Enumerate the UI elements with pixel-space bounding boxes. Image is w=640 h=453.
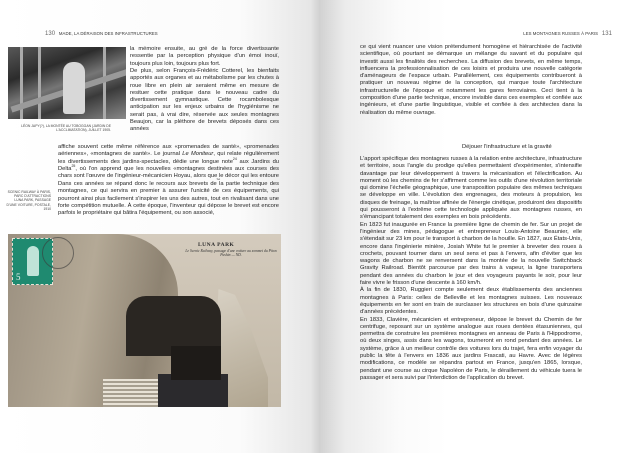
stamp-value: 5 (16, 272, 21, 282)
left-running-title: MADE, LA DÉRAISON DES INFRASTRUCTURES (58, 31, 158, 36)
photo-caption: LÉON JAPY(?), LA MONTÉE AU TOBOGGAN (JARDIN DE L'ACCLIMATATION), JUILLET 1905. (21, 124, 111, 133)
right-body (360, 156, 582, 382)
left-text-paragraph-3 (58, 181, 279, 217)
right-paragraph-4: En 1833, Clavière, mécanicien et entrepreneur, dépose le brevet du Chemin de fer centrifuge, reposant sur un système analogue aux roues dentées étasuniennes, qui permettra de construire les premières montagnes en anneau de Paris à l'Hippodrome, où deux singes, assis dans les wagons, tourneront en rond pendant des années. Le système, grâce à un meilleur contrôle des voitures lors du trajet, fera enfin voyager du public la tête à l'envers en 1836 aux jardins Frascati, au Havre. Avec de légères modifications, ce modèle se répandra partout en France, jusqu'en 1865, lorsque, pendant une course au cirque Napoléon de Paris, le déraillement du véhicule tuera le passager et sera suivi par l'interdiction de l'application du brevet. (360, 316, 582, 381)
section-title: Déjouer l'infrastructure et la gravité (462, 144, 552, 150)
left-paragraph-1: la mémoire ensuite, au gré de la force divertissante ressentie par la perception physique d'un émoi inouï, toujours plus loin, toujours plus fort. (130, 46, 279, 67)
right-paragraph-1: L'apport spécifique des montagnes russes à la relation entre architecture, infrastructure et territoire, sous l'angle du prodige qu'elles permettaient d'expérimenter, s'intensifie davantage par leur développement à travers la mécanisation et l'électrification. Au moment où les chemins de fer s'affirment comme les outils d'une révolution territoriale qui domine l'échelle géographique, une transposition populaire des mêmes techniques se développe en ville. L'évolution des engrenages, des moteurs à propulsion, les disques de freinage, la maîtrise affinée de l'énergie cinétique, produiront des dispositifs qui pousseront à l'extrême cette technologie appliquée aux montagnes russes, en s'émancipant totalement des exemples en bois précédents. (360, 156, 582, 221)
left-text-col-top (130, 46, 279, 68)
sower-figure-icon (27, 246, 39, 276)
postcard-luna-park (8, 234, 281, 407)
left-running-head (45, 31, 158, 37)
left-paragraph-2: De plus, selon François-Frédéric Cotterel, les bienfaits apportés aux organes et au métabolisme par les chutes à roue libre en plein air seraient même en mesure de resituer cette pratique dans le nouveau cadre du divertissement gymnastique. Cette rocambolesque anticipation sur les enjeux urbains de l'hygiénisme ne serait pas, à vrai dire, réservée aux seules montagnes Beaujon, car la pléthore de brevets déposés dans ces années (130, 68, 279, 133)
left-text-paragraph-2-top (130, 68, 279, 143)
left-page-number: 130 (45, 31, 56, 37)
postcard-subtitle: Le Scenic Railway, passage d'une voiture au sommet du Piton Pushin — ND. (185, 249, 277, 258)
postcard-caption: SCENIC RAILWAY À PARIS, PARC D'ATTRACTIONS LUNA PARK, PASSAGE D'UNE VOITURE, POSTALE, 1910 (6, 190, 51, 211)
left-text-paragraph-2-bottom: affiche souvent cette même référence aux «promenades de santé», «promenades aériennes», «montagnes de santé». Le journal Le Moniteur, qui relate régulièrement les divertissements des jardins-spectacles, dédie une longue note$^{24}$ aux Jardins du Delta$^{25}$, où l'on apprend que les nouvelles «montagnes destinées aux courses des chars sont l'œuvre de l'ingénieur-mécanicien Hoyau, alors que le décor qui les entoure (58, 144, 279, 180)
right-intro-paragraph: ce qui vient nuancer une vision prétendument homogène et hiérarchisée de l'activité scientifique, où pourtant se démarque un mélange du savant et du populaire qui investit aussi les finalités des recherches. La diffusion des brevets, en même temps, influencera la professionnalisation de ces loisirs et produira une nouvelle catégorie d'aménageurs de l'espace urbain. Parallèlement, ces équipements contribueront à pratiquer un nouveau régime de la conception, qui marque toute l'architecture infrastructurelle de l'époque et notamment les gares ferroviaires. Ceci tient à la composition d'une partie technique, encore invisible dans ces exemples et confiée aux ingénieurs, et d'une partie linguistique, visible et confiée à des architectes dans la réalisation du même ouvrage. (360, 44, 582, 116)
left-paragraph-3: Dans ces années se répand donc le recours aux brevets de la partie technique des montagnes, ce qui servira en premier à assurer l'unicité de ces équipements, qui pourront ainsi plus facilement s'inspirer les uns des autres, tout en rivalisant dans une forte compétition mutuelle. À cette époque, l'inventeur qui dépose le brevet est encore parfois le propriétaire qui bâtira l'équipement, ou son associé, (58, 181, 279, 217)
right-intro (360, 44, 582, 117)
right-paragraph-2: En 1823 fut inaugurée en France la première ligne de chemin de fer. Sur un projet de l'ingénieur des mines, pédagogue et entrepreneur Louis-Antoine Beaunier, elle s'étendait sur 23 km pour le transport à charbon de la houille. En 1827, aux États-Unis, encore dans l'ingénierie minière, Josiah White fut le premier à breveter des roues à crochets, pouvant tourner dans un seul sens et pas à l'envers, afin d'éviter que les wagons de charbon ne se renversent dans la montée de la nouvelle Switchback Gravity Railroad. Bientôt parcourue par des trains à vapeur, la ligne transportera pendant des années du charbon le jour et des voyageurs payants le soir, pour leur faire vivre le frisson d'une descente à 160 km/h. (360, 221, 582, 287)
postcard-title: LUNA PARK (198, 242, 235, 248)
right-paragraph-3: À la fin de 1830, Ruggieri compte seulement deux établissements des anciennes montagnes à Paris: celles de Belleville et les montagnes suisses. Les nouveaux équipements en fer sont en train de surclasser les structures en bois d'une quinzaine d'années précédentes. (360, 287, 582, 316)
right-running-title: LES MONTAGNES RUSSES À PARIS (523, 31, 599, 36)
photo-toboggan (8, 47, 126, 119)
right-running-head (523, 31, 612, 37)
right-page-number: 131 (601, 31, 612, 37)
postmark-icon (42, 237, 74, 269)
